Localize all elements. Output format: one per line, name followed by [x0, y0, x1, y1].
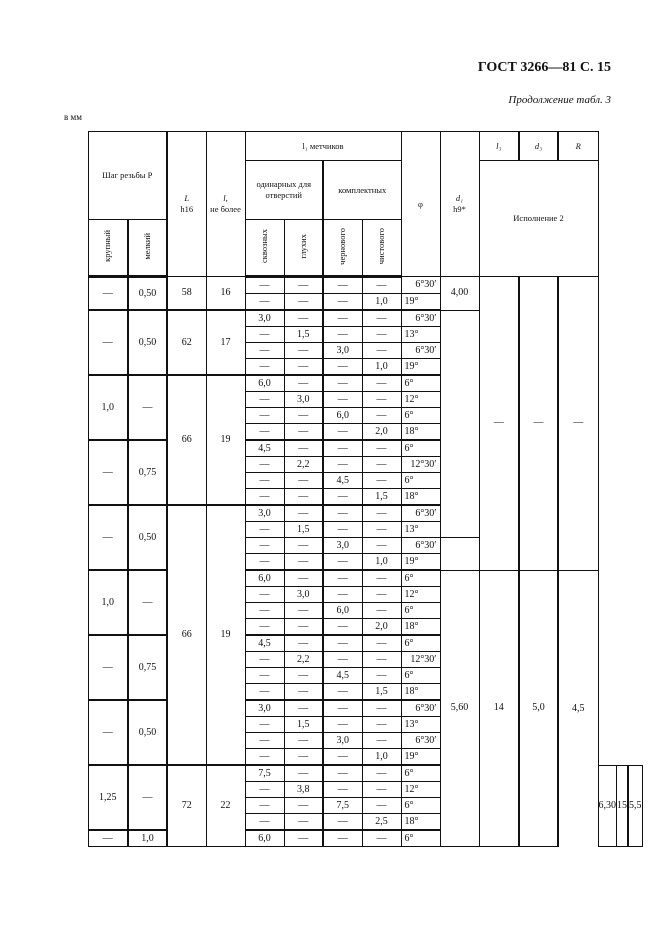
blank-margin-cell — [63, 277, 88, 311]
l1-finish-cell: — — [362, 635, 401, 652]
header-l: l, не более — [206, 132, 245, 277]
l1-blind-cell: — — [284, 294, 323, 311]
pitch-coarse-cell: — — [88, 635, 128, 700]
l1-through-cell: — — [245, 554, 284, 571]
phi-cell: 19° — [401, 749, 440, 766]
l1-rough-cell: — — [323, 765, 362, 782]
l1-through-cell: — — [245, 424, 284, 441]
l1-blind-cell: — — [284, 700, 323, 717]
phi-cell: 6°30′ — [401, 700, 440, 717]
length-l-cell: 16 — [206, 277, 245, 311]
phi-cell: 6° — [401, 603, 440, 619]
pitch-fine-cell: 0,50 — [128, 310, 167, 375]
l1-rough-cell: — — [323, 424, 362, 441]
phi-cell: 6°30′ — [401, 733, 440, 749]
header-version: Исполнение 2 — [479, 161, 598, 277]
l1-rough-cell: — — [323, 782, 362, 798]
l1-finish-cell: — — [362, 408, 401, 424]
pitch-fine-cell: 0,50 — [128, 505, 167, 570]
phi-cell: 6°30′ — [401, 538, 440, 554]
l1-through-cell: 3,0 — [245, 505, 284, 522]
l1-blind-cell: — — [284, 765, 323, 782]
l1-blind-cell: — — [284, 375, 323, 392]
l1-finish-cell: 1,0 — [362, 554, 401, 571]
header-R: R — [558, 132, 598, 161]
l1-finish-cell: — — [362, 717, 401, 733]
phi-cell: 12°30′ — [401, 457, 440, 473]
l1-rough-cell: — — [323, 619, 362, 636]
l1-rough-cell: — — [323, 294, 362, 311]
thread-tap-dimensions-table — [63, 131, 643, 847]
table-continuation-label: Продолжение табл. 3 — [508, 94, 611, 106]
l1-through-cell: — — [245, 522, 284, 538]
l3-cell: — — [479, 277, 519, 571]
pitch-coarse-cell: — — [88, 277, 128, 311]
l1-through-cell: — — [245, 798, 284, 814]
l1-blind-cell: — — [284, 830, 323, 847]
l1-finish-cell: — — [362, 343, 401, 359]
l1-rough-cell: — — [323, 652, 362, 668]
l1-blind-cell: — — [284, 343, 323, 359]
l1-rough-cell: — — [323, 570, 362, 587]
l1-finish-cell: — — [362, 522, 401, 538]
l1-rough-cell: — — [323, 700, 362, 717]
l1-blind-cell: — — [284, 359, 323, 376]
pitch-coarse-cell: 1,25 — [88, 765, 128, 830]
l1-finish-cell: 1,0 — [362, 359, 401, 376]
l1-through-cell: — — [245, 489, 284, 506]
l1-through-cell: — — [245, 294, 284, 311]
l1-through-cell: 3,0 — [245, 310, 284, 327]
phi-cell: 6° — [401, 375, 440, 392]
l1-through-cell: — — [245, 538, 284, 554]
l1-rough-cell: 3,0 — [323, 343, 362, 359]
l1-rough-cell: — — [323, 440, 362, 457]
l1-through-cell: — — [245, 587, 284, 603]
pitch-coarse-cell: — — [88, 440, 128, 505]
l1-rough-cell: — — [323, 359, 362, 376]
l1-rough-cell: — — [323, 505, 362, 522]
l1-through-cell: 7,5 — [245, 765, 284, 782]
phi-cell: 12°30′ — [401, 652, 440, 668]
l1-rough-cell: — — [323, 457, 362, 473]
phi-cell: 19° — [401, 359, 440, 376]
l1-through-cell: — — [245, 603, 284, 619]
l1-through-cell: — — [245, 684, 284, 701]
pitch-coarse-cell: — — [88, 830, 128, 847]
phi-cell: 6° — [401, 408, 440, 424]
phi-cell: 12° — [401, 392, 440, 408]
l1-blind-cell: — — [284, 635, 323, 652]
length-L-cell: 66 — [167, 505, 206, 765]
l1-through-cell: — — [245, 619, 284, 636]
l1-finish-cell: — — [362, 782, 401, 798]
l1-finish-cell: 2,5 — [362, 814, 401, 831]
length-L-cell: 58 — [167, 277, 206, 311]
blank-margin-cell — [63, 505, 88, 570]
table-row — [63, 277, 642, 294]
l1-blind-cell: 1,5 — [284, 327, 323, 343]
l1-rough-cell: — — [323, 277, 362, 294]
header-single: одинарных для отверстий — [245, 161, 323, 220]
phi-cell: 6°30′ — [401, 505, 440, 522]
l1-finish-cell: 1,5 — [362, 489, 401, 506]
d3-cell: 5,0 — [519, 570, 558, 847]
phi-cell: 6°30′ — [401, 343, 440, 359]
l1-blind-cell: — — [284, 668, 323, 684]
length-l-cell: 17 — [206, 310, 245, 375]
l1-rough-cell: — — [323, 554, 362, 571]
length-l-cell: 19 — [206, 505, 245, 765]
l1-blind-cell: — — [284, 310, 323, 327]
length-L-cell: 66 — [167, 375, 206, 505]
l1-rough-cell: 4,5 — [323, 473, 362, 489]
phi-cell: 13° — [401, 717, 440, 733]
phi-cell: 13° — [401, 327, 440, 343]
l1-finish-cell: — — [362, 830, 401, 847]
l1-blind-cell: 1,5 — [284, 522, 323, 538]
l1-finish-cell: — — [362, 505, 401, 522]
blank-margin-cell — [63, 375, 88, 440]
phi-cell: 6° — [401, 473, 440, 489]
phi-cell: 18° — [401, 424, 440, 441]
pitch-fine-cell: — — [128, 570, 167, 635]
header-blind: глухих — [284, 220, 323, 277]
length-l-cell: 19 — [206, 375, 245, 505]
l1-through-cell: — — [245, 733, 284, 749]
l1-finish-cell: — — [362, 310, 401, 327]
l1-blind-cell: — — [284, 570, 323, 587]
pitch-fine-cell: 1,0 — [128, 830, 167, 847]
l1-blind-cell: — — [284, 440, 323, 457]
R-cell: — — [558, 277, 598, 571]
page-header: ГОСТ 3266—81 С. 15 — [477, 60, 611, 75]
phi-cell: 18° — [401, 814, 440, 831]
R-cell: 4,5 — [558, 570, 598, 847]
header-l3: l₃ — [479, 132, 519, 161]
d1-cell: 4,00 — [440, 277, 479, 311]
l1-through-cell: 6,0 — [245, 570, 284, 587]
phi-cell: 6° — [401, 668, 440, 684]
l1-through-cell: — — [245, 814, 284, 831]
pitch-fine-cell: — — [128, 375, 167, 440]
l1-blind-cell: 3,0 — [284, 587, 323, 603]
header-rough: чернового — [323, 220, 362, 277]
l1-blind-cell: 1,5 — [284, 717, 323, 733]
pitch-fine-cell: 0,50 — [128, 277, 167, 311]
l1-finish-cell: — — [362, 668, 401, 684]
l1-rough-cell: 7,5 — [323, 798, 362, 814]
l1-blind-cell: — — [284, 277, 323, 294]
l1-through-cell: 6,0 — [245, 830, 284, 847]
l1-rough-cell: — — [323, 375, 362, 392]
header-fine: мелкий — [128, 220, 167, 277]
d1-cell: 5,60 — [440, 570, 479, 847]
l1-rough-cell: 6,0 — [323, 408, 362, 424]
l1-finish-cell: — — [362, 327, 401, 343]
l1-blind-cell: — — [284, 538, 323, 554]
phi-cell: 13° — [401, 522, 440, 538]
pitch-fine-cell: 0,50 — [128, 700, 167, 765]
header-d3: d₃ — [519, 132, 558, 161]
phi-cell: 12° — [401, 587, 440, 603]
l1-finish-cell: — — [362, 277, 401, 294]
d3-cell: — — [519, 277, 558, 571]
l1-finish-cell: — — [362, 375, 401, 392]
l1-blind-cell: 3,8 — [284, 782, 323, 798]
l1-through-cell: — — [245, 343, 284, 359]
phi-cell: 6° — [401, 570, 440, 587]
l1-through-cell: — — [245, 327, 284, 343]
table-row — [63, 570, 642, 587]
d1-cell: 6,30 — [598, 765, 617, 847]
phi-cell: 6° — [401, 440, 440, 457]
d3-cell: 5,5 — [628, 765, 642, 847]
phi-cell: 6° — [401, 765, 440, 782]
l1-finish-cell: 1,5 — [362, 684, 401, 701]
header-through: сквозных — [245, 220, 284, 277]
l1-through-cell: — — [245, 717, 284, 733]
l1-through-cell: — — [245, 652, 284, 668]
phi-cell: 6° — [401, 830, 440, 847]
blank-margin-cell — [63, 765, 88, 830]
phi-cell: 12° — [401, 782, 440, 798]
l1-through-cell: — — [245, 457, 284, 473]
l1-rough-cell: — — [323, 392, 362, 408]
header-finish: чистового — [362, 220, 401, 277]
blank-margin-cell — [63, 570, 88, 635]
l1-blind-cell: — — [284, 505, 323, 522]
l1-through-cell: 4,5 — [245, 440, 284, 457]
l1-finish-cell: — — [362, 652, 401, 668]
l1-blind-cell: — — [284, 814, 323, 831]
l1-blind-cell: 2,2 — [284, 652, 323, 668]
phi-cell: 19° — [401, 554, 440, 571]
header-set: комплектных — [323, 161, 401, 220]
l1-blind-cell: — — [284, 798, 323, 814]
l1-blind-cell: — — [284, 554, 323, 571]
phi-cell: 19° — [401, 294, 440, 311]
phi-cell: 6° — [401, 798, 440, 814]
l1-through-cell: — — [245, 782, 284, 798]
phi-cell: 6°30′ — [401, 310, 440, 327]
blank-margin-cell — [63, 310, 88, 375]
d1-cell — [440, 310, 479, 538]
l1-blind-cell: — — [284, 684, 323, 701]
l3-cell: 15 — [617, 765, 629, 847]
l1-rough-cell: — — [323, 717, 362, 733]
l1-finish-cell: — — [362, 473, 401, 489]
l1-finish-cell: — — [362, 603, 401, 619]
l1-blind-cell: — — [284, 489, 323, 506]
l1-through-cell: — — [245, 473, 284, 489]
l1-rough-cell: — — [323, 814, 362, 831]
pitch-fine-cell: 0,75 — [128, 635, 167, 700]
l1-finish-cell: — — [362, 733, 401, 749]
phi-cell: 18° — [401, 684, 440, 701]
phi-cell: 6°30′ — [401, 277, 440, 294]
l1-blind-cell: — — [284, 603, 323, 619]
l1-through-cell: — — [245, 277, 284, 294]
length-L-cell: 62 — [167, 310, 206, 375]
header-l1: l₁ метчиков — [245, 132, 401, 161]
l1-finish-cell: — — [362, 570, 401, 587]
header-coarse: крупный — [88, 220, 128, 277]
l1-blind-cell: 3,0 — [284, 392, 323, 408]
l1-finish-cell: — — [362, 700, 401, 717]
header-L: L h16 — [167, 132, 206, 277]
pitch-coarse-cell: 1,0 — [88, 375, 128, 440]
l1-finish-cell: 1,0 — [362, 749, 401, 766]
l1-finish-cell: 2,0 — [362, 424, 401, 441]
unit-label: в мм — [64, 112, 82, 122]
l1-rough-cell: — — [323, 489, 362, 506]
l1-rough-cell: — — [323, 310, 362, 327]
l1-through-cell: — — [245, 392, 284, 408]
header-phi: φ — [401, 132, 440, 277]
l1-rough-cell: — — [323, 749, 362, 766]
l1-rough-cell: 3,0 — [323, 538, 362, 554]
l1-finish-cell: 2,0 — [362, 619, 401, 636]
blank-margin-cell — [63, 440, 88, 505]
l1-blind-cell: — — [284, 473, 323, 489]
blank-margin-cell — [63, 635, 88, 700]
l1-through-cell: — — [245, 408, 284, 424]
pitch-coarse-cell: — — [88, 310, 128, 375]
l1-rough-cell: — — [323, 684, 362, 701]
l1-blind-cell: — — [284, 424, 323, 441]
l1-blind-cell: — — [284, 733, 323, 749]
phi-cell: 6° — [401, 635, 440, 652]
l1-rough-cell: — — [323, 327, 362, 343]
l3-cell: 14 — [479, 570, 519, 847]
l1-through-cell: — — [245, 749, 284, 766]
l1-blind-cell: — — [284, 408, 323, 424]
header-pitch: Шаг резьбы P — [88, 132, 167, 220]
pitch-coarse-cell: — — [88, 505, 128, 570]
length-l-cell: 22 — [206, 765, 245, 847]
pitch-coarse-cell: — — [88, 700, 128, 765]
phi-cell: 18° — [401, 489, 440, 506]
l1-blind-cell: 2,2 — [284, 457, 323, 473]
pitch-coarse-cell: 1,0 — [88, 570, 128, 635]
l1-blind-cell: — — [284, 749, 323, 766]
l1-rough-cell: 3,0 — [323, 733, 362, 749]
header-d1: d₁ h9* — [440, 132, 479, 277]
l1-finish-cell: — — [362, 538, 401, 554]
l1-finish-cell: — — [362, 798, 401, 814]
l1-rough-cell: — — [323, 830, 362, 847]
blank-margin-cell — [63, 700, 88, 765]
l1-rough-cell: 6,0 — [323, 603, 362, 619]
l1-finish-cell: — — [362, 587, 401, 603]
l1-blind-cell: — — [284, 619, 323, 636]
l1-through-cell: 6,0 — [245, 375, 284, 392]
pitch-fine-cell: — — [128, 765, 167, 830]
blank-margin-cell — [63, 132, 88, 277]
l1-through-cell: — — [245, 359, 284, 376]
l1-finish-cell: 1,0 — [362, 294, 401, 311]
phi-cell: 18° — [401, 619, 440, 636]
l1-rough-cell: 4,5 — [323, 668, 362, 684]
pitch-fine-cell: 0,75 — [128, 440, 167, 505]
l1-finish-cell: — — [362, 440, 401, 457]
l1-rough-cell: — — [323, 635, 362, 652]
blank-margin-cell — [63, 830, 88, 847]
l1-through-cell: 4,5 — [245, 635, 284, 652]
l1-rough-cell: — — [323, 522, 362, 538]
l1-through-cell: — — [245, 668, 284, 684]
l1-rough-cell: — — [323, 587, 362, 603]
l1-through-cell: 3,0 — [245, 700, 284, 717]
length-L-cell: 72 — [167, 765, 206, 847]
l1-finish-cell: — — [362, 457, 401, 473]
l1-finish-cell: — — [362, 392, 401, 408]
l1-finish-cell: — — [362, 765, 401, 782]
